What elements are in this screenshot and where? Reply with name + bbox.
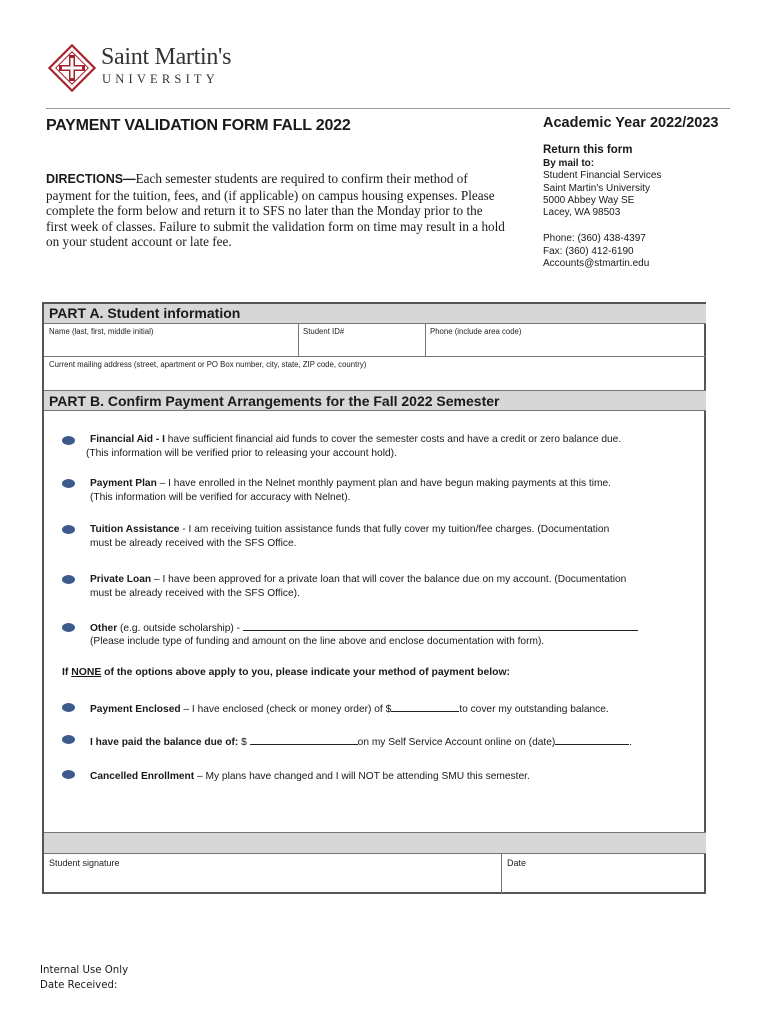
enclosed-amount-line[interactable]: [391, 702, 459, 712]
university-seal-logo: [48, 44, 96, 92]
radio-bullet[interactable]: [62, 575, 75, 584]
signature-header-bar: [44, 832, 706, 854]
return-title: Return this form: [543, 144, 633, 156]
paid-amount-line[interactable]: [250, 735, 358, 745]
row-divider: [44, 356, 706, 357]
address-line: Student Financial Services: [543, 170, 662, 182]
part-a-title: PART A. Student information: [49, 305, 241, 321]
academic-year: Academic Year 2022/2023: [543, 115, 719, 131]
header-divider: [46, 108, 730, 109]
email-address[interactable]: Accounts@stmartin.edu: [543, 258, 650, 270]
logo-subtitle: UNIVERSITY: [102, 72, 219, 86]
if-none-instruction: If NONE of the options above apply to you, please indicate your method of payment below:: [62, 667, 511, 678]
part-b-title: PART B. Confirm Payment Arrangements for the Fall 2022 Semester: [49, 393, 500, 409]
address-line: Lacey, WA 98503: [543, 207, 621, 219]
part-a-header: [44, 304, 706, 324]
radio-bullet[interactable]: [62, 770, 75, 779]
address-line: Saint Martin's University: [543, 182, 650, 194]
directions-text: Each semester students are required to confirm their method of payment for the tuition, fees, and (if applicable) on campus housing expenses. Please complete the form below and return it to SFS no later than the Monday prior to the first week of classes. Failure to submit the validation form on time may result in a hold on your student account or late fee.: [46, 171, 505, 249]
student-id-field[interactable]: Student ID#: [303, 327, 345, 336]
part-b-header: [44, 390, 706, 411]
cell-divider: [425, 324, 426, 356]
address-line: 5000 Abbey Way SE: [543, 194, 635, 206]
fax-number: Fax: (360) 412-6190: [543, 245, 634, 257]
cell-divider: [501, 854, 502, 894]
internal-use-label: Internal Use Only: [40, 965, 129, 976]
by-mail-label: By mail to:: [543, 158, 595, 169]
radio-bullet[interactable]: [62, 623, 75, 632]
directions-paragraph: [46, 171, 506, 250]
return-address-block: [543, 158, 743, 270]
mailing-address-field[interactable]: Current mailing address (street, apartment or PO Box number, city, state, ZIP code, country): [49, 360, 367, 369]
date-received-label: Date Received:: [40, 980, 118, 991]
internal-use-block: [40, 963, 128, 993]
other-funding-line[interactable]: [243, 621, 638, 631]
paid-date-line[interactable]: [555, 735, 629, 745]
cell-divider: [298, 324, 299, 356]
radio-bullet[interactable]: [62, 436, 75, 445]
radio-bullet[interactable]: [62, 735, 75, 744]
student-signature-field[interactable]: Student signature: [49, 858, 120, 868]
radio-bullet[interactable]: [62, 479, 75, 488]
radio-bullet[interactable]: [62, 703, 75, 712]
directions-lead: DIRECTIONS—: [46, 172, 136, 186]
phone-field[interactable]: Phone (include area code): [430, 327, 522, 336]
phone-number: Phone: (360) 438-4397: [543, 233, 646, 245]
name-field[interactable]: Name (last, first, middle initial): [49, 327, 154, 336]
radio-bullet[interactable]: [62, 525, 75, 534]
logo-wordmark: Saint Martin's: [101, 44, 232, 70]
date-field[interactable]: Date: [507, 858, 527, 868]
form-title: PAYMENT VALIDATION FORM FALL 2022: [46, 117, 351, 134]
